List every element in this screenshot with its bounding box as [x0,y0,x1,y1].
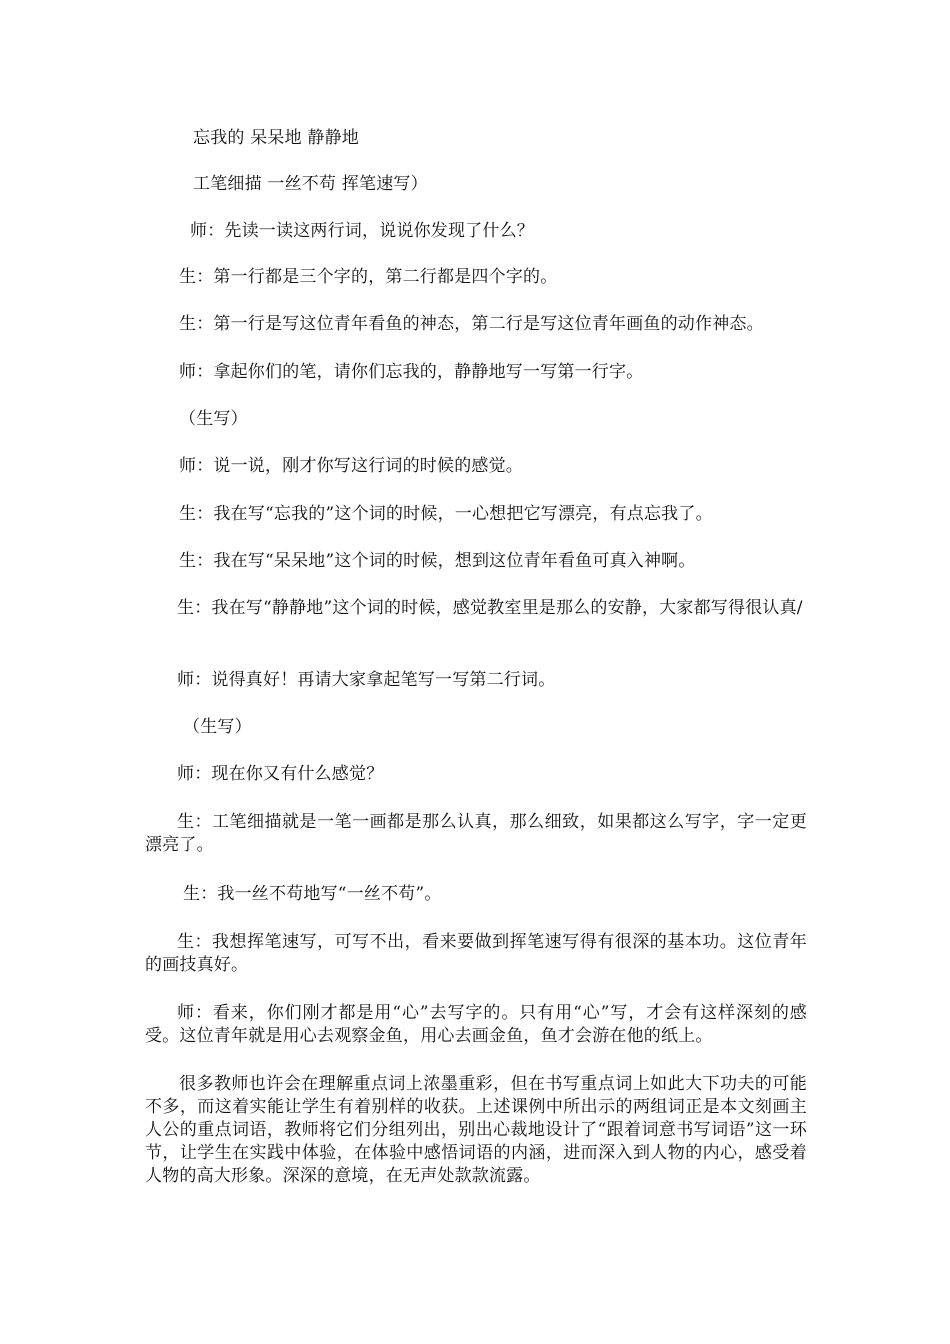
word-list-line-2: 工笔细描 一丝不苟 挥笔速写） [193,174,428,194]
stage-note-2: （生写） [183,717,252,737]
dialogue-teacher-6: 师：看来，你们刚才都是用“心”去写字的。只有用“心”写，才会有这样深刻的感受。这位青年就是用心去观察金鱼，用心去画金鱼，鱼才会游在他的纸上。 [145,1003,807,1046]
word-list-line-1: 忘我的 呆呆地 静静地 [193,128,360,148]
dialogue-student-3: 生：我在写“忘我的”这个词的时候，一心想把它写漂亮，有点忘我了。 [179,504,713,524]
dialogue-student-6: 生：工笔细描就是一笔一画都是那么认真，那么细致，如果都这么写字，字一定更漂亮了。 [145,812,807,855]
dialogue-teacher-3: 师：说一说，刚才你写这行词的时候的感觉。 [179,456,523,476]
dialogue-student-2: 生：第一行是写这位青年看鱼的神态，第二行是写这位青年画鱼的动作神态。 [179,314,764,334]
commentary-paragraph: 很多教师也许会在理解重点词上浓墨重彩，但在书写重点词上如此大下功夫的可能不多，而这着实能让学生有着别样的收获。上述课例中所出示的两组词正是本文刻画主人公的重点词语，教师将它们分组列出，别出心裁地设计了“跟着词意书写词语”这一环节，让学生在实践中体验，在体验中感悟词语的内涵，进而深入到人物的内心，感受着人物的高大形象。深深的意境，在无声处款款流露。 [145,1074,807,1186]
dialogue-student-1: 生：第一行都是三个字的，第二行都是四个字的。 [179,267,558,287]
dialogue-student-8: 生：我想挥笔速写，可写不出，看来要做到挥笔速写得有很深的基本功。这位青年的画技真好。 [145,932,807,975]
dialogue-teacher-4: 师：说得真好！再请大家拿起笔写一写第二行词。 [177,670,556,690]
stage-note-1: （生写） [179,409,248,429]
dialogue-teacher-2: 师：拿起你们的笔，请你们忘我的，静静地写一写第一行字。 [179,362,644,382]
dialogue-teacher-1: 师：先读一读这两行词，说说你发现了什么？ [190,221,534,241]
dialogue-student-4: 生：我在写“呆呆地”这个词的时候，想到这位青年看鱼可真入神啊。 [179,551,696,571]
dialogue-student-7: 生：我一丝不苟地写“一丝不苟”。 [183,884,442,904]
dialogue-student-5: 生：我在写“静静地”这个词的时候，感觉教室里是那么的安静，大家都写得很认真/ [177,598,803,618]
dialogue-teacher-5: 师：现在你又有什么感觉？ [177,764,384,784]
